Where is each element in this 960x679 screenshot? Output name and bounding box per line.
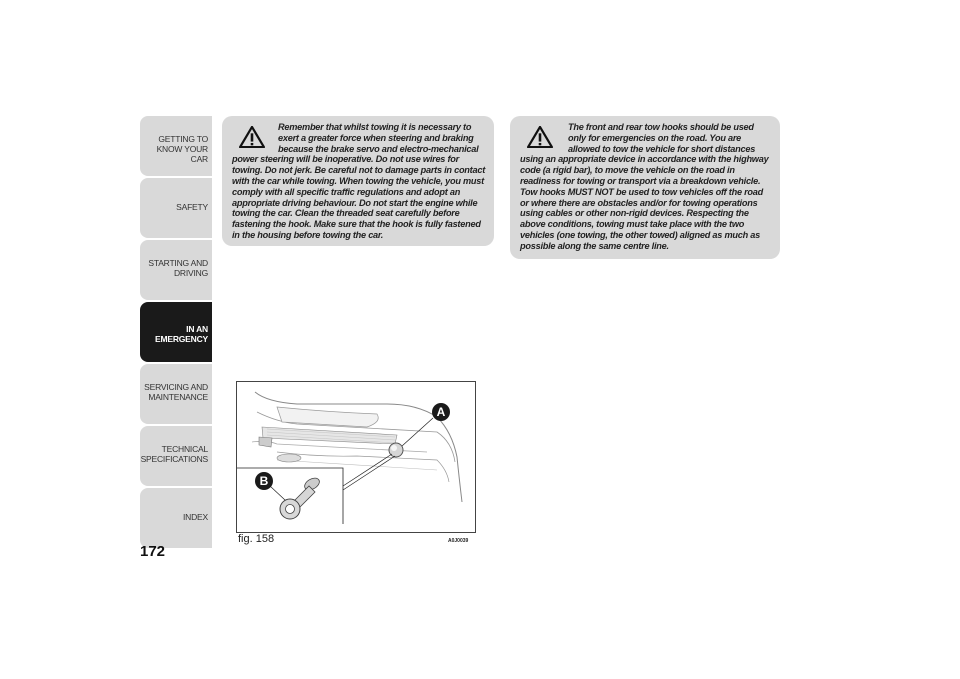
tab-safety[interactable]: SAFETY bbox=[140, 178, 212, 238]
warning-text: Remember that whilst towing it is necessary to exert a greater force when steering and braking because the brake servo and electro-mechanical power steering will be inoperative. Do not use wires for towing. Do not jerk. Be careful not to damage parts in contact with the car while towing. When towing the vehicle, you must comply with all specific traffic regulations and adopt an appropriate driving behaviour. Do not start the engine while towing the car. Clean the threaded seat carefully before fastening the hook. Make sure that the hook is fully fastened in the housing before towing the car. bbox=[232, 122, 486, 240]
tab-in-an-emergency[interactable]: IN AN EMERGENCY bbox=[140, 302, 212, 362]
tow-hook-figure bbox=[236, 381, 476, 533]
tab-starting-and-driving[interactable]: STARTING AND DRIVING bbox=[140, 240, 212, 300]
figure-code: A0J0039 bbox=[448, 538, 469, 544]
warning-box-tow-hooks bbox=[510, 116, 780, 259]
warning-text: The front and rear tow hooks should be used only for emergencies on the road. You are allowed to tow the vehicle for short distances using an appropriate device in accordance with the highway code (a rigid bar), to move the vehicle on the road in readiness for towing or transport via a breakdown vehicle. Tow hooks MUST NOT be used to tow vehicles off the road or where there are obstacles and/or for towing operations using cables or other non-rigid devices. Respecting the above conditions, towing must take place with the two vehicles (one towing, the other towed) aligned as much as possible along the same centre line. bbox=[520, 122, 769, 251]
page-number: 172 bbox=[140, 543, 166, 560]
tab-servicing-and-maintenance[interactable]: SERVICING AND MAINTENANCE bbox=[140, 364, 212, 424]
tab-index[interactable]: INDEX bbox=[140, 488, 212, 548]
label-b: B bbox=[259, 474, 269, 488]
tab-getting-to-know[interactable]: GETTING TO KNOW YOUR CAR bbox=[140, 116, 212, 176]
warning-box-towing bbox=[222, 116, 494, 246]
tab-technical-specifications[interactable]: TECHNICAL SPECIFICATIONS bbox=[140, 426, 212, 486]
figure-caption: fig. 158 bbox=[238, 533, 275, 545]
warning-triangle-icon bbox=[526, 126, 554, 148]
warning-triangle-icon bbox=[238, 126, 266, 148]
rear-bumper-illustration bbox=[237, 382, 475, 532]
label-a: A bbox=[436, 405, 446, 419]
